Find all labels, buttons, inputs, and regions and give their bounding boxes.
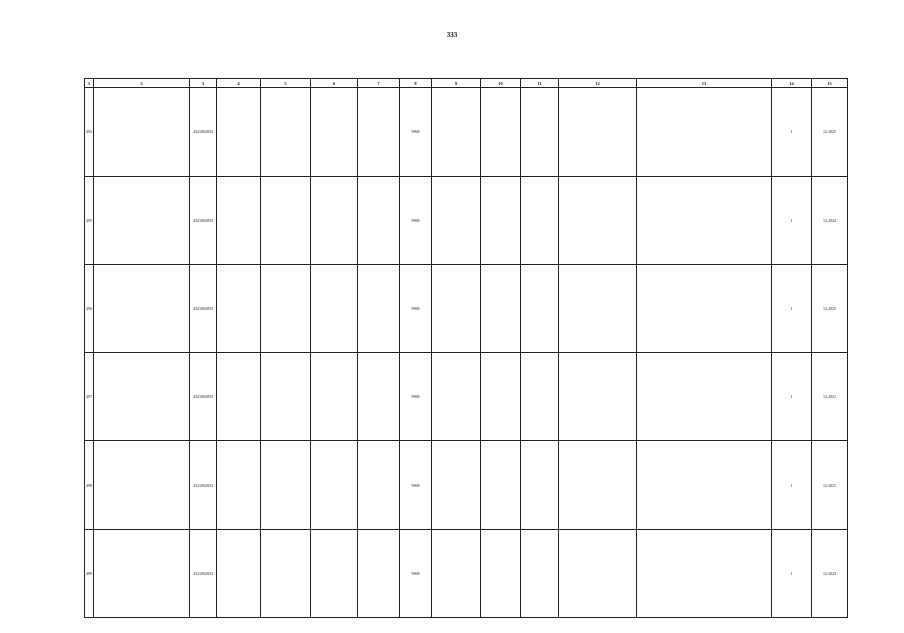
room-cell	[481, 529, 521, 617]
equipment-cell	[559, 441, 637, 529]
facility-type-cell	[217, 353, 261, 441]
column-number: 10	[481, 79, 521, 88]
column-number: 15	[812, 79, 848, 88]
quantity-cell: 1	[772, 353, 812, 441]
column-number: 13	[637, 79, 772, 88]
date-cell: 12.2023	[812, 529, 848, 617]
column-number: 11	[521, 79, 559, 88]
row-number: 497	[85, 353, 94, 441]
unit-cell	[432, 353, 481, 441]
value-cell: 9968	[400, 529, 432, 617]
care-type-cell	[521, 441, 559, 529]
table-row	[85, 441, 848, 529]
value-cell: 9968	[400, 264, 432, 352]
register-table	[84, 78, 848, 618]
care-type-cell	[521, 529, 559, 617]
date-cell: 12.2021	[812, 353, 848, 441]
address-cell	[311, 176, 358, 264]
equipment-cell	[559, 88, 637, 176]
settlement-cell	[358, 353, 400, 441]
room-cell	[481, 176, 521, 264]
organization-cell	[94, 529, 190, 617]
row-number: 498	[85, 441, 94, 529]
address-cell	[311, 88, 358, 176]
care-type-cell	[521, 176, 559, 264]
column-number: 9	[432, 79, 481, 88]
care-type-cell	[521, 353, 559, 441]
room-cell	[481, 353, 521, 441]
column-number: 2	[94, 79, 190, 88]
equipment-cell	[559, 176, 637, 264]
row-number: 496	[85, 264, 94, 352]
date-cell: 12.2024	[812, 176, 848, 264]
quantity-cell: 1	[772, 176, 812, 264]
code-cell: 4321002053	[190, 88, 217, 176]
building-cell	[261, 441, 311, 529]
row-number: 494	[85, 88, 94, 176]
code-cell: 4321002053	[190, 441, 217, 529]
care-type-cell	[521, 88, 559, 176]
building-cell	[261, 176, 311, 264]
facility-type-cell	[217, 176, 261, 264]
address-cell	[311, 264, 358, 352]
table-row	[85, 264, 848, 352]
room-cell	[481, 441, 521, 529]
room-cell	[481, 264, 521, 352]
table-row	[85, 88, 848, 176]
value-cell: 9968	[400, 441, 432, 529]
code-cell: 4321002053	[190, 353, 217, 441]
address-cell	[311, 353, 358, 441]
organization-cell	[94, 176, 190, 264]
equipment-cell	[559, 353, 637, 441]
equipment-cell	[559, 264, 637, 352]
order-references-cell	[637, 88, 772, 176]
quantity-cell: 1	[772, 441, 812, 529]
column-number: 7	[358, 79, 400, 88]
code-cell: 4321002053	[190, 529, 217, 617]
column-number: 8	[400, 79, 432, 88]
address-cell	[311, 529, 358, 617]
settlement-cell	[358, 441, 400, 529]
column-number: 12	[559, 79, 637, 88]
quantity-cell: 1	[772, 88, 812, 176]
unit-cell	[432, 264, 481, 352]
unit-cell	[432, 441, 481, 529]
order-references-cell	[637, 353, 772, 441]
settlement-cell	[358, 176, 400, 264]
column-number: 6	[311, 79, 358, 88]
order-references-cell	[637, 529, 772, 617]
value-cell: 9968	[400, 176, 432, 264]
unit-cell	[432, 529, 481, 617]
order-references-cell	[637, 441, 772, 529]
code-cell: 4321002053	[190, 176, 217, 264]
room-cell	[481, 88, 521, 176]
date-cell: 12.2021	[812, 441, 848, 529]
building-cell	[261, 529, 311, 617]
organization-cell	[94, 88, 190, 176]
facility-type-cell	[217, 88, 261, 176]
settlement-cell	[358, 264, 400, 352]
building-cell	[261, 353, 311, 441]
date-cell: 12.2025	[812, 88, 848, 176]
quantity-cell: 1	[772, 264, 812, 352]
organization-cell	[94, 441, 190, 529]
row-number: 495	[85, 176, 94, 264]
facility-type-cell	[217, 529, 261, 617]
column-number-row	[85, 79, 848, 88]
column-number: 4	[217, 79, 261, 88]
address-cell	[311, 441, 358, 529]
date-cell: 12.2025	[812, 264, 848, 352]
facility-type-cell	[217, 264, 261, 352]
column-number: 1	[85, 79, 94, 88]
order-references-cell	[637, 176, 772, 264]
row-number: 499	[85, 529, 94, 617]
settlement-cell	[358, 529, 400, 617]
unit-cell	[432, 88, 481, 176]
quantity-cell: 1	[772, 529, 812, 617]
order-references-cell	[637, 264, 772, 352]
value-cell: 9968	[400, 353, 432, 441]
organization-cell	[94, 353, 190, 441]
care-type-cell	[521, 264, 559, 352]
code-cell: 4321002053	[190, 264, 217, 352]
value-cell: 9968	[400, 88, 432, 176]
column-number: 3	[190, 79, 217, 88]
table-row	[85, 353, 848, 441]
column-number: 14	[772, 79, 812, 88]
building-cell	[261, 88, 311, 176]
table-row	[85, 529, 848, 617]
settlement-cell	[358, 88, 400, 176]
table-row	[85, 176, 848, 264]
page-number: 333	[446, 31, 458, 39]
equipment-cell	[559, 529, 637, 617]
facility-type-cell	[217, 441, 261, 529]
building-cell	[261, 264, 311, 352]
organization-cell	[94, 264, 190, 352]
column-number: 5	[261, 79, 311, 88]
unit-cell	[432, 176, 481, 264]
